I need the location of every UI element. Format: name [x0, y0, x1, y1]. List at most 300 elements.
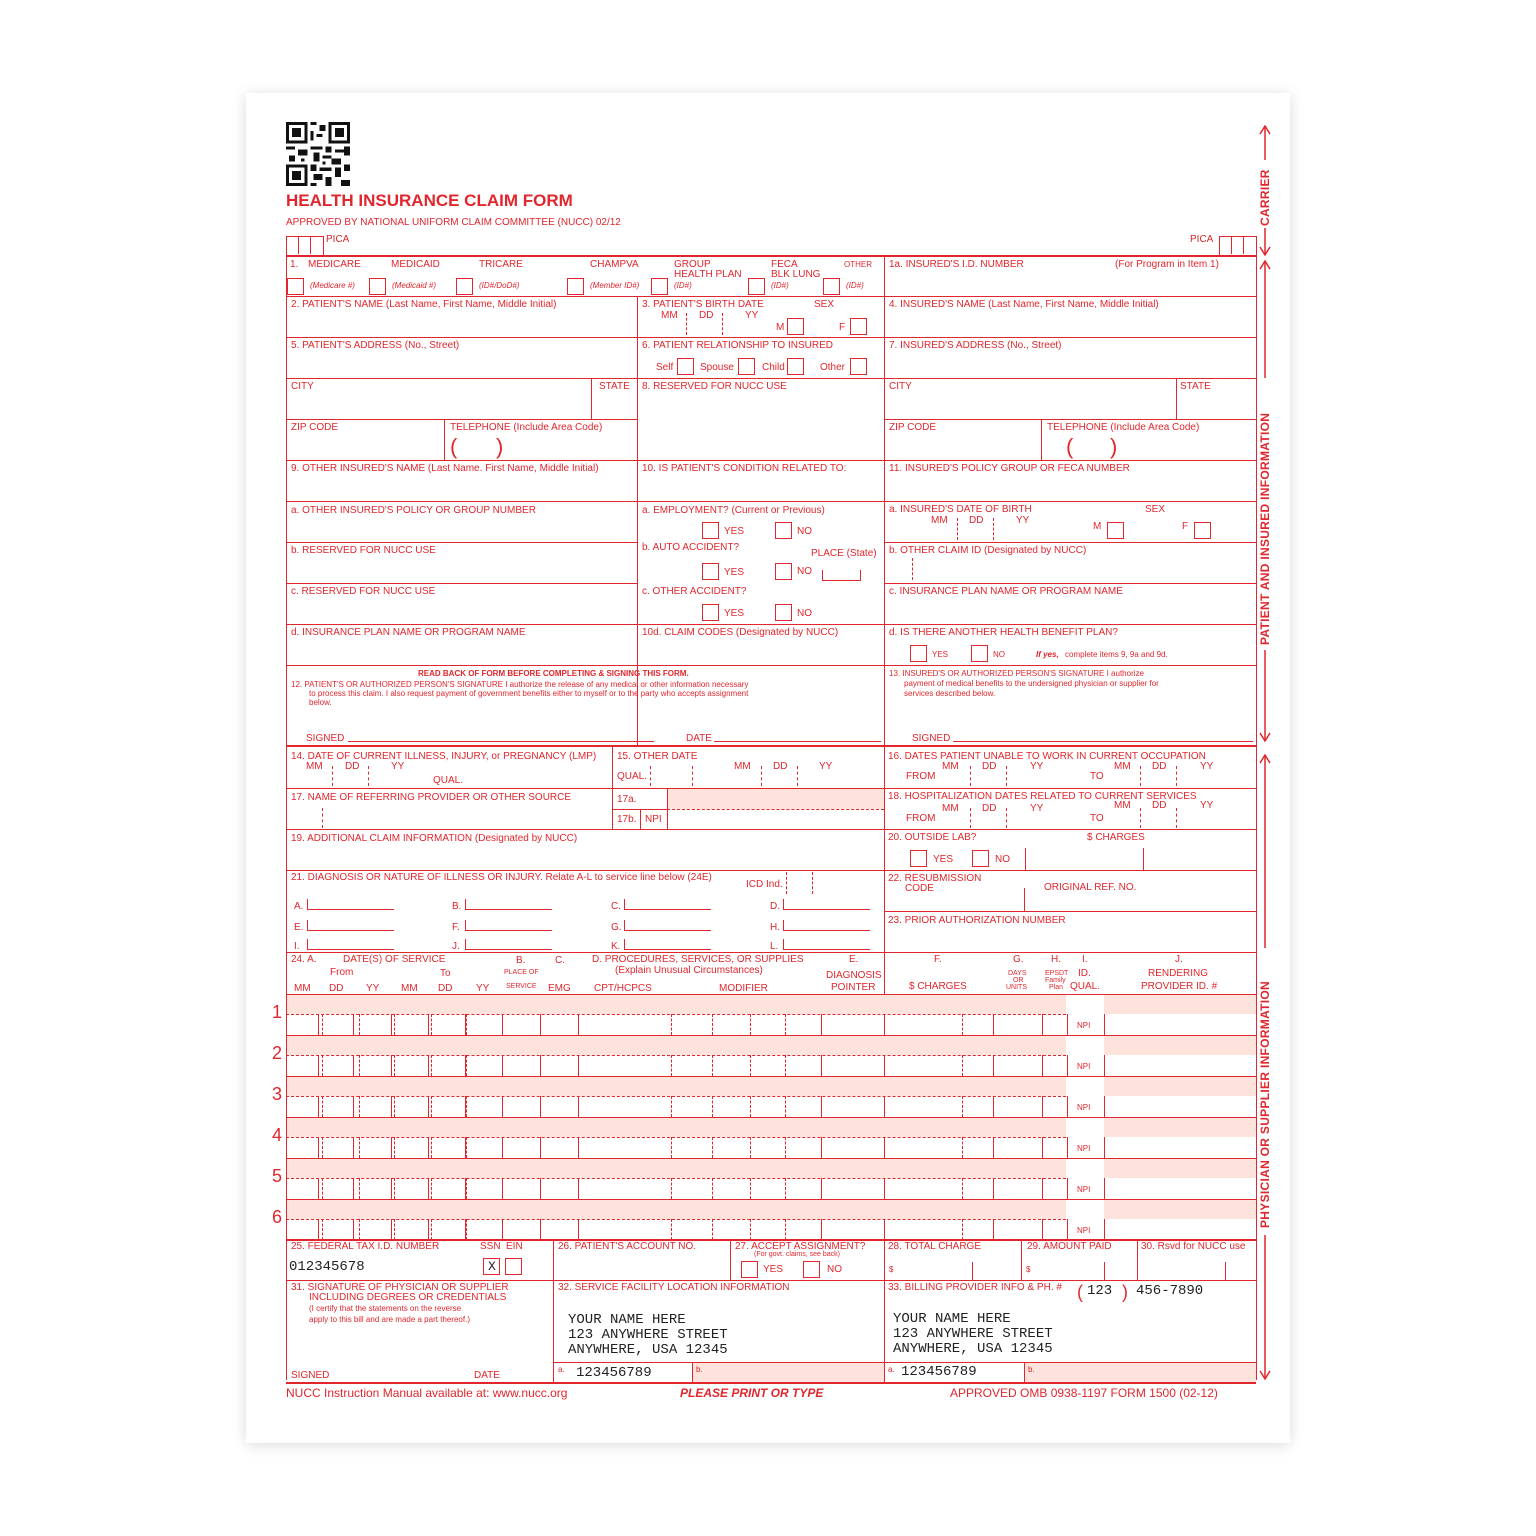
- item24a-label: 24. A.: [291, 954, 317, 965]
- accept-no-label: NO: [827, 1264, 842, 1275]
- service-line-5-npi-label: NPI: [1077, 1185, 1091, 1194]
- or-label: OR: [1013, 977, 1024, 984]
- service-line-2-number: 2: [272, 1043, 283, 1063]
- diagnosis-field-j[interactable]: [465, 939, 552, 950]
- service-line-4-npi-divider: [1067, 1137, 1068, 1158]
- health-plan-label: HEALTH PLAN: [674, 269, 742, 280]
- billing-phone-area[interactable]: 123: [1087, 1283, 1113, 1299]
- if-yes-rest-label: complete items 9, 9a and 9d.: [1065, 650, 1168, 659]
- pica-label-right: PICA: [1190, 234, 1214, 245]
- item29-label: 29. AMOUNT PAID: [1027, 1241, 1112, 1252]
- id-label: ID.: [1078, 968, 1091, 979]
- item9b-label: b. RESERVED FOR NUCC USE: [291, 545, 436, 556]
- item11b-label: b. OTHER CLAIM ID (Designated by NUCC): [889, 545, 1087, 556]
- service-line-2-input[interactable]: [287, 1056, 1067, 1075]
- units-label: UNITS: [1006, 984, 1027, 991]
- other-accident-no-checkbox[interactable]: [775, 604, 792, 621]
- service-line-2-shade: [287, 1036, 1066, 1055]
- item13-signature-line[interactable]: [953, 741, 1253, 742]
- service-line-4-input[interactable]: [287, 1138, 1067, 1157]
- medicare-id-label: (Medicare #): [310, 281, 355, 290]
- item11a-f-label: F: [1182, 521, 1189, 532]
- item26-label: 26. PATIENT'S ACCOUNT NO.: [558, 1241, 697, 1252]
- item18-from: FROM: [906, 813, 936, 824]
- medicaid-checkbox[interactable]: [369, 278, 386, 295]
- item17b-label: 17b.: [617, 814, 637, 825]
- patient-zip-label: ZIP CODE: [291, 422, 339, 433]
- accept-yes-label: YES: [763, 1264, 784, 1275]
- item31-signed-label: SIGNED: [291, 1370, 330, 1381]
- item16-label: 16. DATES PATIENT UNABLE TO WORK IN CURRENT OCCUPATION: [888, 751, 1206, 762]
- outside-lab-no-checkbox[interactable]: [972, 850, 989, 867]
- feca-checkbox[interactable]: [748, 278, 765, 295]
- ssn-label: SSN: [480, 1241, 501, 1252]
- item15-label: 15. OTHER DATE: [617, 751, 698, 762]
- facility-npi[interactable]: 123456789: [576, 1365, 652, 1381]
- outside-lab-yes-label: YES: [933, 854, 954, 865]
- item32a-label: a.: [558, 1365, 565, 1374]
- item11a-label: a. INSURED'S DATE OF BIRTH: [889, 504, 1032, 515]
- item13-line2: payment of medical benefits to the undersigned physician or supplier for: [904, 679, 1159, 688]
- relationship-child-checkbox[interactable]: [787, 358, 804, 375]
- diagnosis-field-g[interactable]: [624, 920, 711, 931]
- item16-from: FROM: [906, 771, 936, 782]
- another-plan-no-checkbox[interactable]: [971, 645, 988, 662]
- service-line-1-number: 1: [272, 1002, 283, 1022]
- explain-label: (Explain Unusual Circumstances): [615, 965, 763, 976]
- service-line-3-shade: [287, 1077, 1066, 1096]
- self-label: Self: [656, 362, 674, 373]
- insured-sex-m-checkbox[interactable]: [1107, 522, 1124, 539]
- item17a-label: 17a.: [617, 794, 637, 805]
- service-line-6-col-13: [1104, 1219, 1105, 1240]
- diagnosis-field-d[interactable]: [783, 899, 870, 910]
- patient-sex-f-checkbox[interactable]: [850, 318, 867, 335]
- item18-to-dd: DD: [1152, 800, 1167, 811]
- item27-label: 27. ACCEPT ASSIGNMENT?: [735, 1241, 866, 1252]
- other-accident-yes-label: YES: [724, 608, 745, 619]
- tricare-label: TRICARE: [479, 259, 523, 270]
- col-h-label: H.: [1051, 954, 1061, 965]
- insured-phone-paren-left: (: [1066, 434, 1074, 459]
- service-line-6-input[interactable]: [287, 1220, 1067, 1239]
- dos-label: DATE(S) OF SERVICE: [343, 954, 446, 965]
- item17a-shade: [668, 789, 884, 809]
- item23-label: 23. PRIOR AUTHORIZATION NUMBER: [888, 915, 1066, 926]
- footer-please-print: PLEASE PRINT OR TYPE: [680, 1386, 824, 1400]
- item10c-label: c. OTHER ACCIDENT?: [642, 586, 747, 597]
- item3-dd: DD: [699, 310, 714, 321]
- another-plan-no-label: NO: [993, 650, 1005, 659]
- champva-checkbox[interactable]: [567, 278, 584, 295]
- service-line-4-shade: [287, 1118, 1066, 1137]
- service-line-1-npi-label: NPI: [1077, 1021, 1091, 1030]
- item14-yy: YY: [391, 761, 405, 772]
- spouse-label: Spouse: [700, 362, 734, 373]
- pica-boxes-right[interactable]: [1219, 236, 1257, 255]
- item10a-label: a. EMPLOYMENT? (Current or Previous): [642, 505, 825, 516]
- diagnosis-field-i[interactable]: [307, 939, 394, 950]
- item21-label: 21. DIAGNOSIS OR NATURE OF ILLNESS OR INJURY. Relate A-L to service line below (24E): [291, 872, 712, 883]
- diagnosis-label-l: L.: [770, 941, 779, 952]
- item18-yy: YY: [1030, 803, 1044, 814]
- other-accident-yes-checkbox[interactable]: [702, 604, 719, 621]
- service-line-1-shade: [287, 995, 1066, 1014]
- item16-yy: YY: [1030, 761, 1044, 772]
- item5-label: 5. PATIENT'S ADDRESS (No., Street): [291, 340, 460, 351]
- cpt-label: CPT/HCPCS: [594, 983, 652, 994]
- auto-accident-yes-checkbox[interactable]: [702, 563, 719, 580]
- feca-id-label: (ID#): [771, 281, 789, 290]
- item31-line1: 31. SIGNATURE OF PHYSICIAN OR SUPPLIER: [291, 1282, 509, 1293]
- item16-mm: MM: [942, 761, 959, 772]
- other-id-label: (ID#): [846, 281, 864, 290]
- item28-label: 28. TOTAL CHARGE: [888, 1241, 981, 1252]
- service-line-2-col-13: [1104, 1055, 1105, 1076]
- other-rel-label: Other: [820, 362, 846, 373]
- col-d-label: D. PROCEDURES, SERVICES, OR SUPPLIES: [592, 954, 804, 965]
- item17b-npi: NPI: [645, 814, 662, 825]
- id-qual-label: QUAL.: [1070, 981, 1101, 992]
- pica-boxes-left[interactable]: [286, 236, 324, 255]
- item6-label: 6. PATIENT RELATIONSHIP TO INSURED: [642, 340, 833, 351]
- item11a-sex-label: SEX: [1145, 504, 1166, 515]
- item11d-label: d. IS THERE ANOTHER HEALTH BENEFIT PLAN?: [889, 627, 1118, 638]
- ein-checkbox[interactable]: [505, 1258, 522, 1275]
- outside-lab-no-label: NO: [995, 854, 1010, 865]
- item3-sex-label: SEX: [814, 299, 835, 310]
- service-line-5-number: 5: [272, 1166, 283, 1186]
- item3-mm: MM: [661, 310, 678, 321]
- another-plan-yes-checkbox[interactable]: [910, 645, 927, 662]
- item16-to: TO: [1090, 771, 1104, 782]
- diagnosis-field-h[interactable]: [783, 920, 870, 931]
- read-back-notice: READ BACK OF FORM BEFORE COMPLETING & SIGNING THIS FORM.: [418, 669, 689, 678]
- diagnosis-field-k[interactable]: [624, 939, 711, 950]
- item12-line2: to process this claim. I also request payment of government benefits either to myself or to the party who accepts assignment: [309, 689, 749, 698]
- item32b-shade: [693, 1363, 884, 1382]
- auto-accident-no-checkbox[interactable]: [775, 563, 792, 580]
- footer-nucc-manual: NUCC Instruction Manual available at: www.nucc.org: [286, 1386, 568, 1400]
- item10-label: 10. IS PATIENT'S CONDITION RELATED TO:: [642, 463, 847, 474]
- item14-qual: QUAL.: [433, 775, 464, 786]
- member-id-label: (Member ID#): [590, 281, 640, 290]
- item32-label: 32. SERVICE FACILITY LOCATION INFORMATION: [558, 1282, 790, 1293]
- diagnosis-label-h: H.: [770, 922, 780, 933]
- item11a-mm: MM: [931, 515, 948, 526]
- service-line-4-npi-label: NPI: [1077, 1144, 1091, 1153]
- employment-no-checkbox[interactable]: [775, 522, 792, 539]
- item25-label: 25. FEDERAL TAX I.D. NUMBER: [291, 1241, 440, 1252]
- billing-street[interactable]: 123 ANYWHERE STREET: [893, 1326, 1053, 1342]
- service-line-5-col-13: [1104, 1178, 1105, 1199]
- item3-m-label: M: [776, 322, 785, 333]
- item31-line2: INCLUDING DEGREES OR CREDENTIALS: [309, 1292, 507, 1303]
- item16-to-yy: YY: [1200, 761, 1214, 772]
- service-line-1-input[interactable]: [287, 1015, 1067, 1034]
- item3-yy: YY: [745, 310, 759, 321]
- insured-state-label: STATE: [1180, 381, 1211, 392]
- patient-phone-paren-right: ): [496, 434, 504, 459]
- billing-npi[interactable]: 123456789: [901, 1364, 977, 1380]
- patient-city-label: CITY: [291, 381, 314, 392]
- qr-code: [286, 122, 350, 186]
- service-label: SERVICE: [506, 983, 537, 990]
- item11c-label: c. INSURANCE PLAN NAME OR PROGRAM NAME: [889, 586, 1123, 597]
- item16-to-dd: DD: [1152, 761, 1167, 772]
- item15-dd: DD: [773, 761, 788, 772]
- side-label-carrier: CARRIER: [1258, 169, 1272, 226]
- service-line-4-col-13: [1104, 1137, 1105, 1158]
- item20-charges-label: $ CHARGES: [1087, 832, 1145, 843]
- item27-sub-label: (For govt. claims, see back): [754, 1251, 840, 1258]
- service-line-3-npi-divider: [1067, 1096, 1068, 1117]
- diagnosis-field-b[interactable]: [465, 899, 552, 910]
- col-mm1: MM: [294, 983, 311, 994]
- outside-lab-yes-checkbox[interactable]: [910, 850, 927, 867]
- service-line-3-number: 3: [272, 1084, 283, 1104]
- original-ref-label: ORIGINAL REF. NO.: [1044, 882, 1137, 893]
- days-label: DAYS: [1008, 970, 1027, 977]
- facility-street[interactable]: 123 ANYWHERE STREET: [568, 1327, 728, 1343]
- service-line-1-npi-divider: [1067, 1014, 1068, 1035]
- service-line-1-npi-shade: [1104, 995, 1256, 1014]
- item18-mm: MM: [942, 803, 959, 814]
- dos-to-label: To: [440, 968, 451, 979]
- item29-dollar: $: [1026, 1265, 1031, 1274]
- child-label: Child: [762, 362, 785, 373]
- billing-city[interactable]: ANYWHERE, USA 12345: [893, 1341, 1053, 1357]
- item7-label: 7. INSURED'S ADDRESS (No., Street): [889, 340, 1062, 351]
- dos-from-label: From: [330, 967, 354, 978]
- diagnosis-label-b: B.: [452, 901, 462, 912]
- tricare-checkbox[interactable]: [456, 278, 473, 295]
- other-accident-no-label: NO: [797, 608, 812, 619]
- item1-number: 1.: [290, 259, 299, 270]
- group-label: GROUP: [674, 259, 711, 270]
- for-program-label: (For Program in Item 1): [1115, 259, 1219, 270]
- service-line-6-shade: [287, 1200, 1066, 1219]
- family-label: Family: [1045, 977, 1066, 984]
- tricare-id-label: (ID#/DoD#): [479, 281, 520, 290]
- tax-id-value[interactable]: 012345678: [289, 1259, 365, 1275]
- insured-phone-paren-right: ): [1110, 434, 1118, 459]
- item17-label: 17. NAME OF REFERRING PROVIDER OR OTHER SOURCE: [291, 792, 572, 803]
- if-yes-label: If yes,: [1036, 650, 1059, 659]
- col-g-label: G.: [1013, 954, 1024, 965]
- insured-city-label: CITY: [889, 381, 912, 392]
- provider-id-label: PROVIDER ID. #: [1141, 981, 1218, 992]
- insured-zip-label: ZIP CODE: [889, 422, 937, 433]
- diagnosis-label-f: F.: [452, 922, 460, 933]
- emg-label: EMG: [548, 983, 571, 994]
- place-state-label: PLACE (State): [811, 548, 877, 559]
- item22-code-label: CODE: [905, 883, 934, 894]
- patient-state-label: STATE: [599, 381, 630, 392]
- item18-to-yy: YY: [1200, 800, 1214, 811]
- item28-dollar: $: [889, 1265, 894, 1274]
- service-line-5-npi-divider: [1067, 1178, 1068, 1199]
- pica-label-left: PICA: [326, 234, 350, 245]
- feca-label: FECA: [771, 259, 798, 270]
- diagnosis-label: DIAGNOSIS: [826, 970, 882, 981]
- ssn-check-mark: X: [488, 1259, 496, 1274]
- service-line-2-npi-shade: [1104, 1036, 1256, 1055]
- icd-ind-label: ICD Ind.: [746, 879, 783, 890]
- place-state-field[interactable]: [822, 570, 861, 581]
- item31-line3: (I certify that the statements on the reverse: [309, 1304, 462, 1313]
- item8-label: 8. RESERVED FOR NUCC USE: [642, 381, 787, 392]
- service-line-3-col-13: [1104, 1096, 1105, 1117]
- diagnosis-field-f[interactable]: [465, 920, 552, 931]
- diagnosis-field-e[interactable]: [307, 920, 394, 931]
- item10b-label: b. AUTO ACCIDENT?: [642, 542, 740, 553]
- item32b-label: b.: [696, 1365, 703, 1374]
- patient-sex-m-checkbox[interactable]: [787, 318, 804, 335]
- diagnosis-label-c: C.: [611, 901, 621, 912]
- item9-label: 9. OTHER INSURED'S NAME (Last Name. First Name, Middle Initial): [291, 463, 599, 474]
- item11a-dd: DD: [969, 515, 984, 526]
- item3-f-label: F: [839, 322, 846, 333]
- item3-label: 3. PATIENT'S BIRTH DATE: [642, 299, 764, 310]
- medicare-checkbox[interactable]: [287, 278, 304, 295]
- ein-label: EIN: [506, 1241, 523, 1252]
- diagnosis-label-k: K.: [611, 941, 621, 952]
- item9d-label: d. INSURANCE PLAN NAME OR PROGRAM NAME: [291, 627, 526, 638]
- champva-label: CHAMPVA: [590, 259, 639, 270]
- relationship-spouse-checkbox[interactable]: [738, 358, 755, 375]
- col-b-label: B.: [516, 955, 526, 966]
- epsdt-label: EPSDT: [1045, 970, 1069, 977]
- col-c-label: C.: [555, 955, 565, 966]
- employment-yes-checkbox[interactable]: [702, 522, 719, 539]
- item31-date-label: DATE: [474, 1370, 500, 1381]
- service-line-2-npi-label: NPI: [1077, 1062, 1091, 1071]
- diagnosis-field-c[interactable]: [624, 899, 711, 910]
- service-line-5-input[interactable]: [287, 1179, 1067, 1198]
- service-line-2-npi-divider: [1067, 1055, 1068, 1076]
- footer-omb: APPROVED OMB 0938-1197 FORM 1500 (02-12): [950, 1386, 1218, 1400]
- auto-accident-yes-label: YES: [724, 567, 745, 578]
- item13-line3: services described below.: [904, 689, 996, 698]
- item30-label: 30. Rsvd for NUCC use: [1141, 1241, 1246, 1252]
- item13-line1: 13. INSURED'S OR AUTHORIZED PERSON'S SIGNATURE I authorize: [889, 669, 1144, 678]
- col-mm2: MM: [401, 983, 418, 994]
- form-title: HEALTH INSURANCE CLAIM FORM: [286, 191, 573, 210]
- item11a-yy: YY: [1016, 515, 1030, 526]
- col-f-label: F.: [934, 954, 942, 965]
- pointer-label: POINTER: [831, 982, 876, 993]
- item12-date-label: DATE: [686, 733, 712, 744]
- item1a-label: 1a. INSURED'S I.D. NUMBER: [889, 259, 1024, 270]
- another-plan-yes-label: YES: [932, 650, 949, 659]
- facility-city[interactable]: ANYWHERE, USA 12345: [568, 1342, 728, 1358]
- item14-mm: MM: [306, 761, 323, 772]
- service-line-3-npi-shade: [1104, 1077, 1256, 1096]
- item14-label: 14. DATE OF CURRENT ILLNESS, INJURY, or PREGNANCY (LMP): [291, 751, 597, 762]
- approval-line: APPROVED BY NATIONAL UNIFORM CLAIM COMMITTEE (NUCC) 02/12: [286, 217, 621, 228]
- group-checkbox[interactable]: [651, 278, 668, 295]
- item11a-m-label: M: [1093, 521, 1102, 532]
- item15-mm: MM: [734, 761, 751, 772]
- plan-label: Plan: [1049, 984, 1064, 991]
- service-line-6-npi-shade: [1104, 1200, 1256, 1219]
- item2-label: 2. PATIENT'S NAME (Last Name, First Name, Middle Initial): [291, 299, 557, 310]
- f-charges-label: $ CHARGES: [909, 981, 967, 992]
- service-line-6-npi-label: NPI: [1077, 1226, 1091, 1235]
- side-label-physician-supplier: PHYSICIAN OR SUPPLIER INFORMATION: [1258, 980, 1272, 1228]
- accept-assignment-no-checkbox[interactable]: [803, 1261, 820, 1278]
- item16-to-mm: MM: [1114, 761, 1131, 772]
- service-line-6-npi-divider: [1067, 1219, 1068, 1240]
- auto-accident-no-label: NO: [797, 566, 812, 577]
- item19-label: 19. ADDITIONAL CLAIM INFORMATION (Designated by NUCC): [291, 833, 578, 844]
- diagnosis-label-j: J.: [452, 941, 460, 952]
- item12-date-line[interactable]: [714, 741, 881, 742]
- item18-dd: DD: [982, 803, 997, 814]
- item33-label: 33. BILLING PROVIDER INFO & PH. #: [888, 1282, 1062, 1293]
- diagnosis-label-g: G.: [611, 922, 622, 933]
- col-yy2: YY: [476, 983, 490, 994]
- employment-yes-label: YES: [724, 526, 745, 537]
- insured-telephone-label: TELEPHONE (Include Area Code): [1047, 422, 1200, 433]
- item11-label: 11. INSURED'S POLICY GROUP OR FECA NUMBER: [889, 463, 1130, 474]
- service-line-1-col-13: [1104, 1014, 1105, 1035]
- service-line-5-shade: [287, 1159, 1066, 1178]
- group-id-label: (ID#): [674, 281, 692, 290]
- relationship-self-checkbox[interactable]: [677, 358, 694, 375]
- item20-label: 20. OUTSIDE LAB?: [888, 832, 977, 843]
- item16-dd: DD: [982, 761, 997, 772]
- item14-dd: DD: [345, 761, 360, 772]
- item18-to-mm: MM: [1114, 800, 1131, 811]
- service-line-4-npi-shade: [1104, 1118, 1256, 1137]
- other-checkbox[interactable]: [823, 278, 840, 295]
- item33b-shade: [1025, 1363, 1256, 1382]
- col-j-label: J.: [1175, 954, 1183, 965]
- medicaid-id-label: (Medicaid #): [392, 281, 437, 290]
- diagnosis-label-a: A.: [294, 901, 304, 912]
- service-line-4-number: 4: [272, 1125, 283, 1145]
- insured-sex-f-checkbox[interactable]: [1194, 522, 1211, 539]
- facility-name[interactable]: YOUR NAME HERE: [568, 1312, 686, 1328]
- item12-signed-label: SIGNED: [306, 733, 345, 744]
- diagnosis-field-a[interactable]: [307, 899, 394, 910]
- rendering-label: RENDERING: [1148, 968, 1209, 979]
- col-dd1: DD: [329, 983, 344, 994]
- accept-assignment-yes-checkbox[interactable]: [741, 1261, 758, 1278]
- side-label-patient-insured: PATIENT AND INSURED INFORMATION: [1258, 412, 1272, 645]
- item18-label: 18. HOSPITALIZATION DATES RELATED TO CURRENT SERVICES: [888, 791, 1197, 802]
- item9a-label: a. OTHER INSURED'S POLICY OR GROUP NUMBER: [291, 505, 536, 516]
- billing-name[interactable]: YOUR NAME HERE: [893, 1311, 1011, 1327]
- item22-label: 22. RESUBMISSION: [888, 873, 982, 884]
- diagnosis-label-d: D.: [770, 901, 780, 912]
- employment-no-label: NO: [797, 526, 812, 537]
- item9c-label: c. RESERVED FOR NUCC USE: [291, 586, 436, 597]
- service-line-3-input[interactable]: [287, 1097, 1067, 1116]
- relationship-other-checkbox[interactable]: [850, 358, 867, 375]
- patient-telephone-label: TELEPHONE (Include Area Code): [450, 422, 603, 433]
- service-line-5-npi-shade: [1104, 1159, 1256, 1178]
- billing-phone-number[interactable]: 456-7890: [1136, 1283, 1204, 1299]
- item4-label: 4. INSURED'S NAME (Last Name, First Name, Middle Initial): [889, 299, 1159, 310]
- diagnosis-field-l[interactable]: [783, 939, 870, 950]
- item12-line1: 12. PATIENT'S OR AUTHORIZED PERSON'S SIGNATURE I authorize the release of any medical or other information necessary: [291, 680, 749, 689]
- item12-signature-line[interactable]: [348, 741, 654, 742]
- service-line-3-npi-label: NPI: [1077, 1103, 1091, 1112]
- item33a-label: a.: [888, 1365, 895, 1374]
